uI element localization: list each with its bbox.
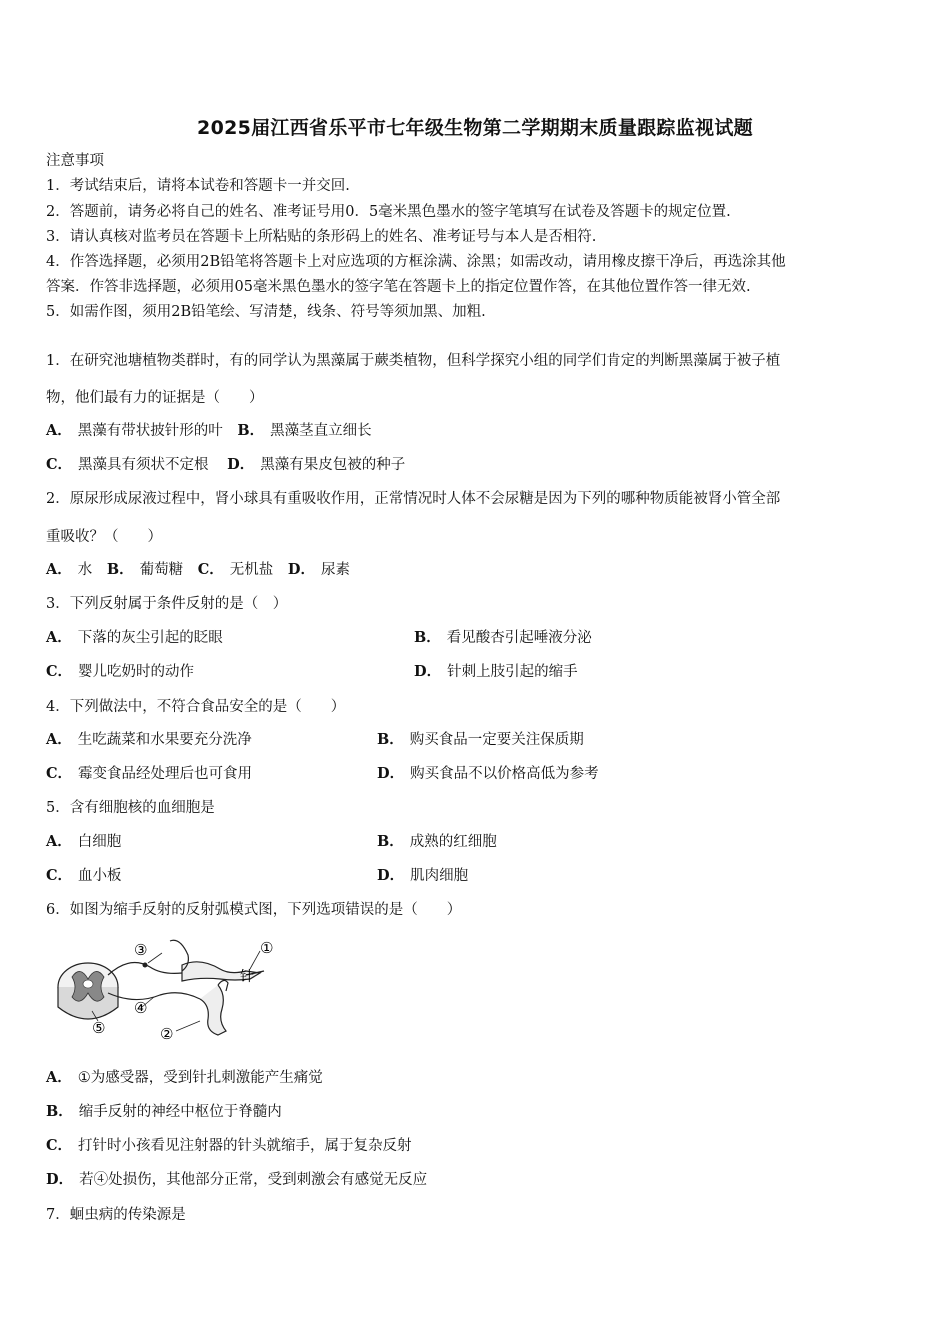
- question-3-option-a-row: [46, 628, 223, 648]
- option-label: B．: [106, 561, 134, 578]
- option-label: A．: [46, 1069, 72, 1086]
- question-6-option-d-row: [46, 1170, 427, 1190]
- question-6-option-b: 缩手反射的神经中枢位于脊髓内: [78, 1104, 282, 1120]
- notice-item: 1．考试结束后，请将本试卷和答题卡一并交回.: [46, 178, 350, 194]
- question-6-option-b-row: [46, 1102, 282, 1122]
- question-1-stem: 1．在研究池塘植物类群时，有的同学认为黑藻属于蕨类植物，但科学探究小组的同学们肯定的判断黑藻属于被子植: [46, 353, 781, 369]
- question-3-option-b-row: [414, 628, 592, 648]
- option-label: C．: [46, 663, 73, 680]
- question-6-option-c: 打针时小孩看见注射器的针头就缩手，属于复杂反射: [78, 1138, 412, 1154]
- option-label: B．: [237, 422, 265, 439]
- question-3-option-c: 婴儿吃奶时的动作: [78, 664, 195, 680]
- label-3: ③: [134, 941, 148, 959]
- question-3-option-b: 看见酸杏引起唾液分泌: [446, 630, 592, 646]
- option-label: A．: [46, 731, 72, 748]
- question-1-options-ab: [46, 421, 372, 441]
- question-4-option-a: 生吃蔬菜和水果要充分洗净: [77, 732, 252, 748]
- question-1-option-b: 黑藻茎直立细长: [270, 423, 372, 439]
- question-3-option-d-row: [414, 662, 578, 682]
- label-2: ②: [160, 1025, 174, 1043]
- question-4-option-c-row: [46, 764, 252, 784]
- question-5-stem: 5．含有细胞核的血细胞是: [46, 800, 215, 816]
- notice-heading: 注意事项: [46, 153, 104, 169]
- option-label: A．: [46, 833, 72, 850]
- question-6-option-c-row: [46, 1136, 412, 1156]
- question-4-option-d-row: [377, 764, 599, 784]
- notice-item: 3．请认真核对监考员在答题卡上所粘贴的条形码上的姓名、准考证号与本人是否相符.: [46, 229, 597, 245]
- question-4-option-d: 购买食品不以价格高低为参考: [410, 766, 599, 782]
- label-needle: 针: [240, 969, 254, 985]
- question-5-option-b-row: [377, 832, 497, 852]
- question-2-option-c: 无机盐: [229, 562, 274, 578]
- question-4-option-a-row: [46, 730, 252, 750]
- option-label: A．: [46, 561, 72, 578]
- question-4-option-c: 霉变食品经处理后也可食用: [78, 766, 253, 782]
- question-5-option-c: 血小板: [78, 868, 122, 884]
- question-1-stem-cont: 物，他们最有力的证据是（ ）: [46, 390, 264, 406]
- question-5-option-c-row: [46, 866, 122, 886]
- question-2-option-d: 尿素: [320, 562, 350, 578]
- option-label: D．: [46, 1171, 74, 1188]
- question-5-option-d-row: [377, 866, 468, 886]
- option-label: B．: [377, 833, 404, 850]
- option-label: D．: [227, 456, 255, 473]
- option-label: B．: [377, 731, 404, 748]
- question-2-option-b: 葡萄糖: [139, 562, 184, 578]
- option-label: C．: [197, 561, 224, 578]
- question-5-option-a-row: [46, 832, 121, 852]
- question-4-option-b-row: [377, 730, 584, 750]
- question-2-option-a: 水: [77, 562, 93, 578]
- question-1-options-cd: [46, 455, 405, 475]
- label-5: ⑤: [92, 1019, 106, 1037]
- option-label: A．: [46, 422, 72, 439]
- label-4: ④: [134, 999, 148, 1017]
- reflex-arc-diagram: [50, 935, 290, 1045]
- question-5-option-d: 肌肉细胞: [410, 868, 469, 884]
- question-4-option-b: 购买食品一定要关注保质期: [409, 732, 584, 748]
- question-3-stem: 3．下列反射属于条件反射的是（ ）: [46, 596, 288, 612]
- notice-item: 5．如需作图，须用2B铅笔绘、写清楚，线条、符号等须加黑、加粗.: [46, 304, 486, 320]
- option-label: B．: [46, 1103, 73, 1120]
- question-2-stem-cont: 重吸收？（ ）: [46, 529, 162, 545]
- question-6-option-d: 若④处损伤，其他部分正常，受到刺激会有感觉无反应: [79, 1172, 428, 1188]
- option-label: D．: [377, 867, 405, 884]
- question-3-option-d: 针刺上肢引起的缩手: [447, 664, 578, 680]
- option-label: A．: [46, 629, 72, 646]
- question-1-option-d: 黑藻有果皮包被的种子: [260, 457, 406, 473]
- question-7-stem: 7．蛔虫病的传染源是: [46, 1207, 186, 1223]
- notice-item: 4．作答选择题，必须用2B铅笔将答题卡上对应选项的方框涂满、涂黑；如需改动，请用橡皮擦干净后，再选涂其他: [46, 254, 786, 270]
- option-label: B．: [414, 629, 441, 646]
- question-5-option-b: 成熟的红细胞: [409, 834, 497, 850]
- notice-item: 2．答题前，请务必将自己的姓名、准考证号用0．5毫米黑色墨水的签字笔填写在试卷及答题卡的规定位置.: [46, 204, 731, 220]
- option-label: C．: [46, 1137, 73, 1154]
- option-label: D．: [414, 663, 442, 680]
- option-label: C．: [46, 765, 73, 782]
- question-1-option-c: 黑藻具有须状不定根: [78, 457, 209, 473]
- notice-item: 答案．作答非选择题，必须用05毫米黑色墨水的签字笔在答题卡上的指定位置作答，在其他位置作答一律无效.: [46, 279, 751, 295]
- label-1: ①: [260, 939, 274, 957]
- question-4-stem: 4．下列做法中，不符合食品安全的是（ ）: [46, 699, 346, 715]
- option-label: D．: [377, 765, 405, 782]
- question-2-stem: 2．原尿形成尿液过程中，肾小球具有重吸收作用，正常情况时人体不会尿糖是因为下列的哪种物质能被肾小管全部: [46, 491, 781, 507]
- question-3-option-c-row: [46, 662, 194, 682]
- question-5-option-a: 白细胞: [77, 834, 122, 850]
- question-3-option-a: 下落的灰尘引起的眨眼: [77, 630, 223, 646]
- question-6-option-a-row: [46, 1068, 323, 1088]
- reflex-arc-figure: [50, 935, 290, 1045]
- option-label: D．: [287, 561, 315, 578]
- question-1-option-a: 黑藻有带状披针形的叶: [77, 423, 223, 439]
- question-2-options: [46, 560, 350, 580]
- question-6-option-a: ①为感受器，受到针扎刺激能产生痛觉: [77, 1070, 323, 1086]
- page-title: 2025届江西省乐平市七年级生物第二学期期末质量跟踪监视试题: [197, 117, 753, 139]
- option-label: C．: [46, 867, 73, 884]
- question-6-stem: 6．如图为缩手反射的反射弧模式图，下列选项错误的是（ ）: [46, 902, 462, 918]
- option-label: C．: [46, 456, 73, 473]
